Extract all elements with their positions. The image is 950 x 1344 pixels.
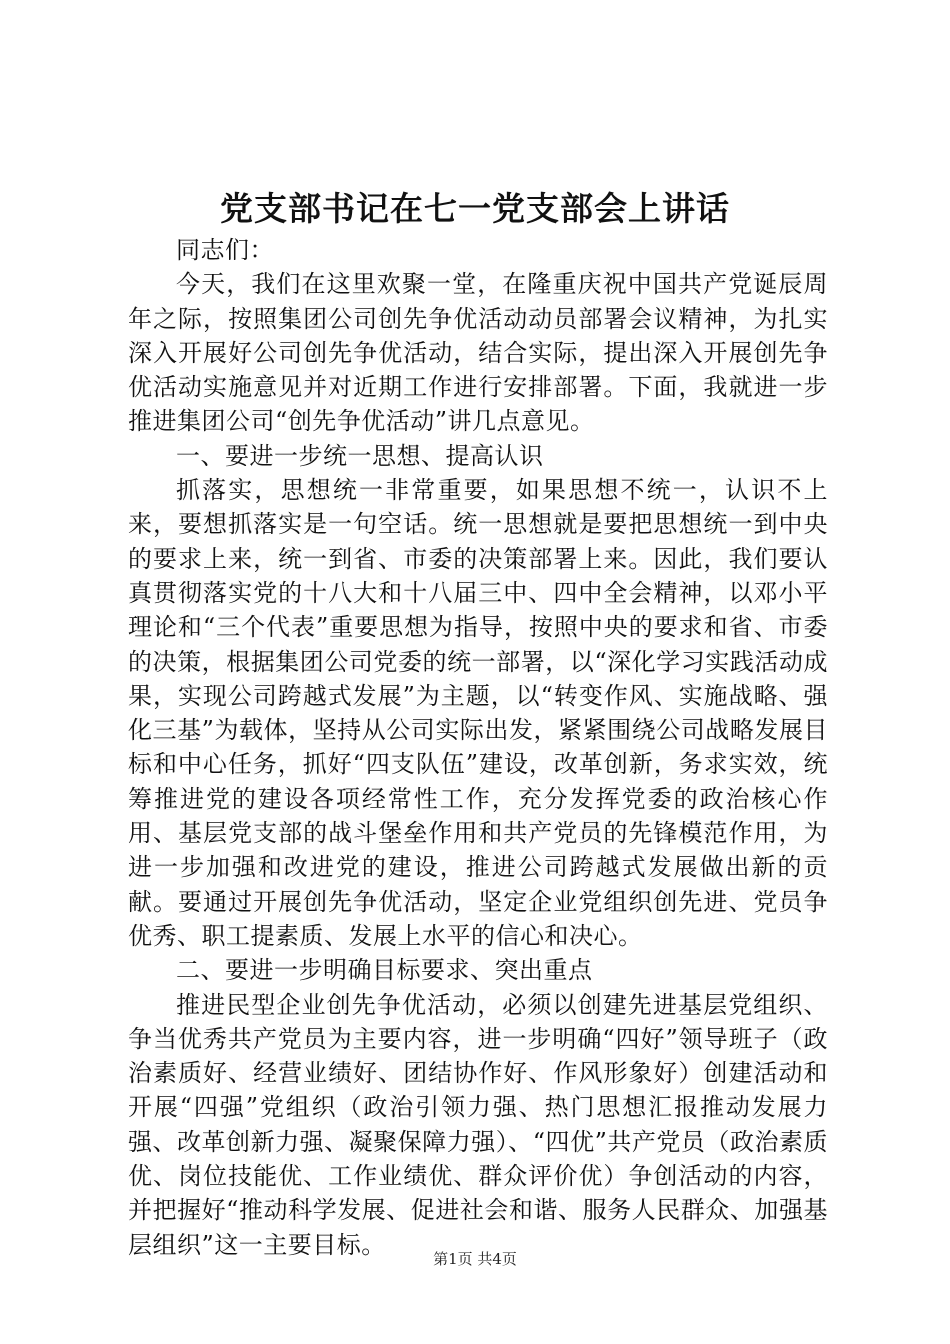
salutation: 同志们：	[176, 236, 274, 264]
page-footer: 第1页 共4页	[433, 1250, 517, 1268]
document-body	[128, 233, 828, 1262]
paragraph-section-2: 推进民型企业创先争优活动，必须以创建先进基层党组织、争当优秀共产党员为主要内容，进一步明确“四好”领导班子（政治素质好、经营业绩好、团结协作好、作风形象好）创建活动和开展“四强”党组织（政治引领力强、热门思想汇报推动发展力强、改革创新力强、凝聚保障力强）、“四优”共产党员（政治素质优、岗位技能优、工作业绩优、群众评价优）争创活动的内容，并把握好“推动科学发展、促进社会和谐、服务人民群众、加强基层组织”这一主要目标。	[128, 990, 828, 1259]
paragraph-intro: 今天，我们在这里欢聚一堂，在隆重庆祝中国共产党诞辰周年之际，按照集团公司创先争优活动动员部署会议精神，为扎实深入开展好公司创先争优活动，结合实际，提出深入开展创先争优活动实施意见并对近期工作进行安排部署。下面，我就进一步推进集团公司“创先争优活动”讲几点意见。	[128, 270, 828, 436]
section-heading-1: 一、要进一步统一思想、提高认识	[176, 441, 544, 470]
section-heading-2: 二、要进一步明确目标要求、突出重点	[176, 956, 593, 985]
document-title: 党支部书记在七一党支部会上讲话	[220, 189, 730, 228]
paragraph-section-1: 抓落实，思想统一非常重要，如果思想不统一，认识不上来，要想抓落实是一句空话。统一思想就是要把思想统一到中央的要求上来，统一到省、市委的决策部署上来。因此，我们要认真贯彻落实党的十八大和十八届三中、四中全会精神，以邓小平理论和“三个代表”重要思想为指导，按照中央的要求和省、市委的决策，根据集团公司党委的统一部署，以“深化学习实践活动成果，实现公司跨越式发展”为主题，以“转变作风、实施战略、强化三基”为载体，坚持从公司实际出发，紧紧围绕公司战略发展目标和中心任务，抓好“四支队伍”建设，改革创新，务求实效，统筹推进党的建设各项经常性工作，充分发挥党委的政治核心作用、基层党支部的战斗堡垒作用和共产党员的先锋模范作用，为进一步加强和改进党的建设，推进公司跨越式发展做出新的贡献。要通过开展创先争优活动，坚定企业党组织创先进、党员争优秀、职工提素质、发展上水平的信心和决心。	[128, 476, 828, 950]
